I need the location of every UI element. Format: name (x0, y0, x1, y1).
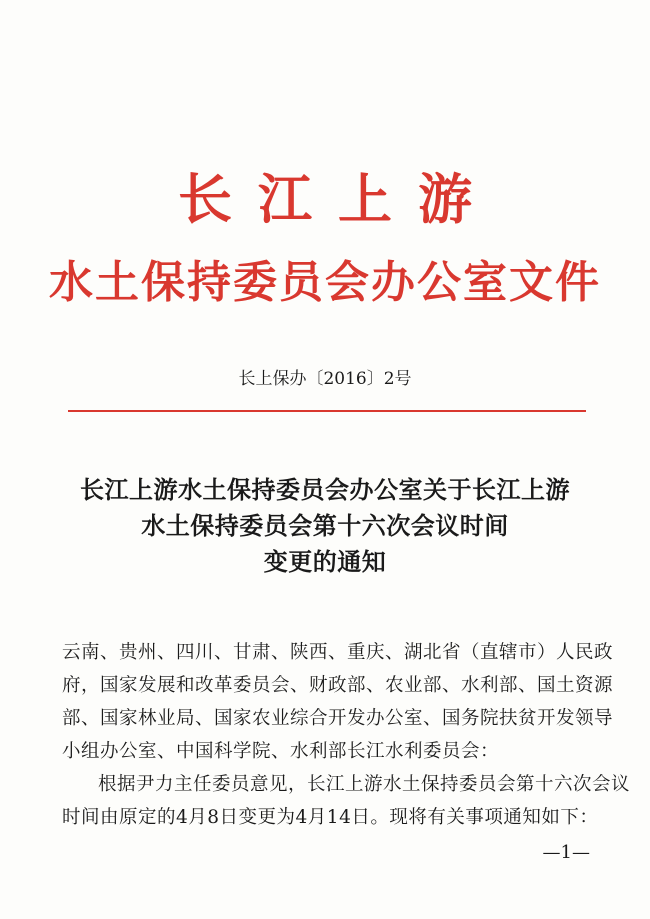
notice-title-line1: 长江上游水土保持委员会办公室关于长江上游 (80, 475, 570, 504)
notice-title-line3: 变更的通知 (263, 547, 387, 576)
red-header-title-line2: 水土保持委员会办公室文件 (49, 257, 601, 308)
red-separator-line (68, 410, 586, 412)
notice-title (0, 472, 650, 580)
notice-body (62, 636, 631, 834)
recipients-line: 云南、贵州、四川、甘肃、陕西、重庆、湖北省（直辖市）人民政 (62, 642, 614, 663)
paragraph-line: 根据尹力主任委员意见，长江上游水土保持委员会第十六次会议 (98, 774, 631, 795)
notice-title-line2: 水土保持委员会第十六次会议时间 (141, 511, 509, 540)
recipients-line: 府，国家发展和改革委员会、财政部、农业部、水利部、国土资源 (62, 675, 614, 696)
page-number: —1— (542, 842, 590, 863)
recipients-line: 部、国家林业局、国家农业综合开发办公室、国务院扶贫开发领导 (62, 708, 614, 729)
document-number: 长上保办〔2016〕2号 (238, 369, 412, 389)
red-header-title-line1: 长江上游 (178, 168, 498, 231)
paragraph-line: 时间由原定的4月8日变更为4月14日。现将有关事项通知如下： (62, 807, 599, 828)
recipients-line: 小组办公室、中国科学院、水利部长江水利委员会： (62, 741, 500, 762)
